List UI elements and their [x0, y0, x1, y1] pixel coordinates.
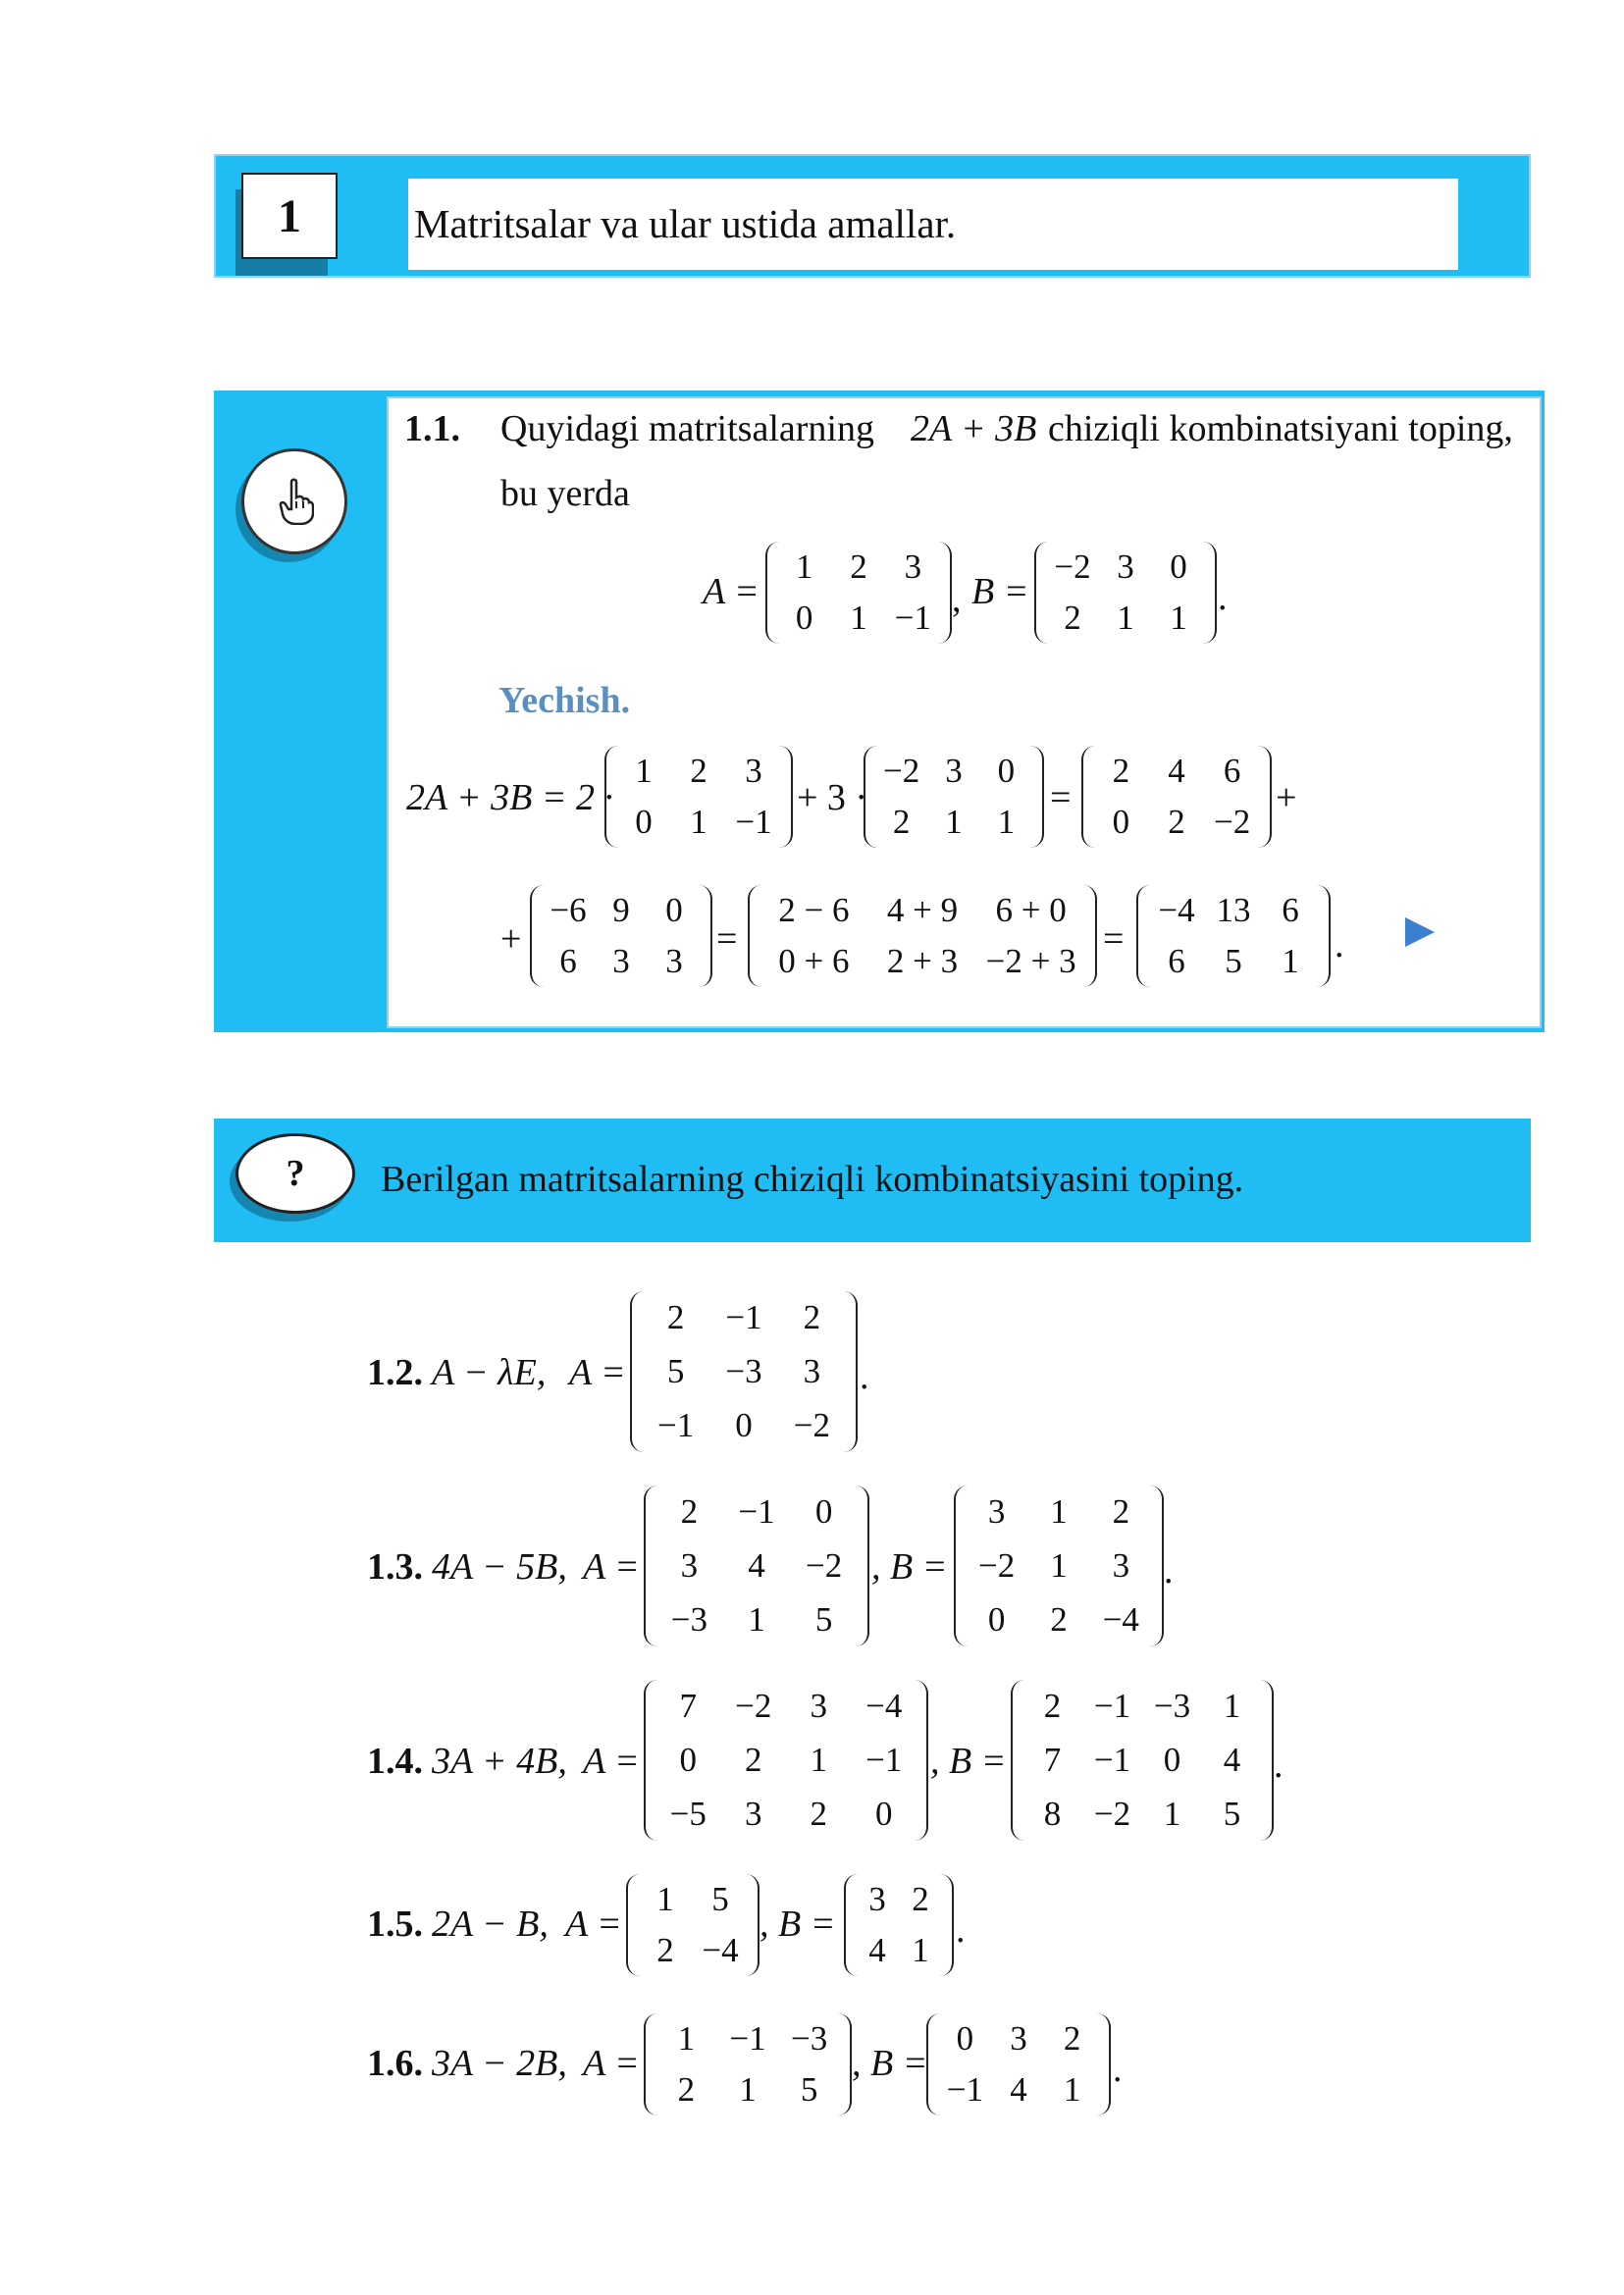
matrix-cell: 3	[612, 942, 630, 980]
matrix-cell: −1	[1093, 1740, 1131, 1779]
matrix-cell: 2	[677, 2070, 696, 2109]
matrix-right-bracket	[697, 885, 712, 987]
matrix-cell: 2	[690, 752, 707, 790]
matrix-cell: 2	[912, 1880, 929, 1918]
matrix-cell: 0	[735, 1405, 753, 1444]
matrix-right-bracket	[777, 746, 793, 848]
matrix-cell: 0	[1112, 803, 1130, 841]
matrix-cell: −1	[725, 1298, 762, 1337]
matrix-cell: 3	[904, 548, 922, 586]
matrix-cell: −1	[657, 1405, 695, 1444]
given-matrix-a	[765, 542, 952, 644]
problem-matrix-b	[1011, 1680, 1274, 1841]
matrix-cell: 2	[1063, 2019, 1081, 2058]
matrix-cell: 9	[612, 891, 630, 929]
problem-b-label: , B =	[871, 1546, 948, 1588]
problem-matrix-a	[644, 1486, 869, 1646]
matrix-cell: 0	[956, 2019, 974, 2058]
matrix-cell: −2	[735, 1687, 772, 1726]
play-triangle-icon	[1405, 917, 1435, 947]
matrix-cell: 0	[635, 803, 653, 841]
matrix-cell: −3	[1153, 1687, 1191, 1726]
matrix-cell: 6	[1168, 942, 1185, 980]
matrix-right-bracket	[1081, 885, 1097, 987]
problem-end: .	[1274, 1745, 1283, 1786]
matrix-cell: 4 + 9	[886, 891, 959, 929]
matrix-cell: 0	[1170, 548, 1187, 586]
matrix-cell: −4	[865, 1687, 903, 1726]
given-end: .	[1218, 577, 1228, 618]
matrix-cell: −2	[806, 1545, 843, 1585]
solution-plus3: + 3 ·	[797, 777, 868, 818]
matrix-cell: 1	[635, 752, 653, 790]
problem-matrix-b	[954, 1486, 1164, 1646]
matrix-cell: −1	[738, 1492, 775, 1532]
matrix-cell: 2	[680, 1492, 699, 1532]
matrix-cell: 1	[1117, 599, 1134, 637]
solution-plus-start: +	[500, 918, 522, 960]
problem-matrix-b	[926, 2013, 1111, 2115]
matrix-cell: 1	[1282, 942, 1299, 980]
matrix-cell: 3	[1112, 1545, 1130, 1585]
matrix-cell: 3	[945, 752, 963, 790]
matrix-right-bracket	[936, 542, 952, 644]
matrix-cell: 2	[810, 1794, 827, 1833]
matrix-cell: −2	[793, 1405, 830, 1444]
given-b-label: B =	[971, 571, 1029, 612]
matrix-cell: −4	[1158, 891, 1195, 929]
matrix-cell: 3	[810, 1687, 827, 1726]
matrix-right-bracket	[1256, 746, 1272, 848]
given-comma: ,	[952, 579, 962, 620]
matrix-cell: −3	[725, 1351, 762, 1390]
matrix-cell: 0	[795, 599, 813, 637]
matrix-cell: 8	[1043, 1794, 1062, 1833]
example-statement-line2: bu yerda	[500, 473, 630, 514]
matrix-cell: 1	[748, 1599, 765, 1639]
matrix-cell: 0	[665, 891, 683, 929]
matrix-cell: 3	[1010, 2019, 1027, 2058]
matrix-cell: 1	[1170, 599, 1187, 637]
solution-matrix-4	[530, 885, 712, 987]
matrix-cell: 1	[690, 803, 707, 841]
matrix-cell: 3	[987, 1492, 1006, 1532]
matrix-right-bracket	[1201, 542, 1217, 644]
solution-matrix-3	[1081, 746, 1272, 848]
problem-number: 1.3.	[367, 1546, 423, 1588]
matrix-cell: 2	[666, 1298, 685, 1337]
problem-end: .	[860, 1356, 869, 1397]
matrix-cell: −3	[791, 2019, 828, 2058]
matrix-cell: 1	[677, 2019, 696, 2058]
matrix-cell: 3	[745, 752, 762, 790]
problem-a-label: A =	[569, 1352, 626, 1393]
matrix-cell: 3	[803, 1351, 821, 1390]
matrix-cell: 3	[745, 1794, 762, 1833]
matrix-cell: 3	[665, 942, 683, 980]
matrix-cell: 2	[1112, 1492, 1130, 1532]
matrix-cell: 3	[868, 1880, 886, 1918]
matrix-cell: −1	[1093, 1687, 1131, 1726]
matrix-cell: −4	[702, 1931, 739, 1969]
solution-eq1: =	[1050, 777, 1072, 818]
matrix-right-bracket	[854, 1486, 869, 1646]
matrix-cell: 2	[656, 1931, 674, 1969]
matrix-cell: 1	[656, 1880, 674, 1918]
solution-plus-end: +	[1276, 777, 1297, 818]
matrix-cell: 0	[997, 752, 1016, 790]
matrix-cell: −2	[978, 1545, 1016, 1585]
matrix-cell: 2	[1168, 803, 1185, 841]
problem-end: .	[1113, 2049, 1123, 2090]
problem-matrix-b	[844, 1874, 954, 1976]
matrix-cell: 2	[745, 1740, 762, 1779]
solution-matrix-1	[604, 746, 793, 848]
matrix-cell: 3	[680, 1545, 699, 1585]
matrix-right-bracket	[1028, 746, 1044, 848]
matrix-cell: 1	[945, 803, 963, 841]
matrix-right-bracket	[1315, 885, 1331, 987]
matrix-cell: −1	[735, 803, 772, 841]
matrix-cell: −1	[865, 1740, 903, 1779]
problem-matrix-a	[626, 1874, 760, 1976]
matrix-cell: 0	[679, 1740, 697, 1779]
matrix-cell: 2	[850, 548, 867, 586]
problem-matrix-a	[644, 1680, 928, 1841]
problem-expression: 2A − B,	[432, 1904, 549, 1945]
matrix-cell: −1	[894, 599, 931, 637]
matrix-cell: 5	[800, 2070, 818, 2109]
matrix-right-bracket	[836, 2013, 852, 2115]
question-mark-icon: ?	[236, 1133, 355, 1214]
solution-end: .	[1335, 924, 1344, 965]
matrix-right-bracket	[1148, 1486, 1164, 1646]
chapter-number: 1	[241, 173, 338, 259]
matrix-cell: −2	[1054, 548, 1091, 586]
matrix-cell: 1	[739, 2070, 757, 2109]
solution-matrix-6	[1136, 885, 1331, 987]
matrix-cell: 7	[679, 1687, 697, 1726]
matrix-cell: 4	[1223, 1740, 1241, 1779]
matrix-cell: 2	[892, 803, 911, 841]
solution-eq3: =	[1103, 918, 1125, 960]
solution-matrix-2	[864, 746, 1044, 848]
matrix-cell: 7	[1043, 1740, 1062, 1779]
matrix-cell: 0	[987, 1599, 1006, 1639]
problem-end: .	[956, 1909, 966, 1951]
example-expression: 2A + 3B	[911, 408, 1037, 449]
matrix-cell: 6 + 0	[995, 891, 1067, 929]
matrix-cell: 2	[1043, 1687, 1062, 1726]
problem-matrix-a	[630, 1291, 858, 1452]
matrix-cell: 5	[1223, 1794, 1241, 1833]
problem-matrix-a	[644, 2013, 852, 2115]
problem-a-label: A =	[583, 2043, 640, 2084]
matrix-cell: 2	[1050, 1599, 1068, 1639]
matrix-right-bracket	[938, 1874, 954, 1976]
problem-a-label: A =	[583, 1546, 640, 1588]
matrix-cell: 4	[748, 1545, 765, 1585]
matrix-cell: 4	[868, 1931, 886, 1969]
matrix-cell: −2	[883, 752, 920, 790]
matrix-cell: 1	[795, 548, 813, 586]
pointing-hand-icon	[241, 448, 347, 554]
problem-a-label: A =	[583, 1741, 640, 1782]
problem-end: .	[1164, 1550, 1174, 1591]
matrix-cell: 6	[1282, 891, 1299, 929]
problem-expression: 3A + 4B,	[432, 1741, 567, 1782]
matrix-cell: 4	[1010, 2070, 1027, 2109]
problem-number: 1.5.	[367, 1904, 423, 1945]
given-a-label: A =	[703, 571, 760, 612]
matrix-cell: 1	[997, 803, 1016, 841]
matrix-cell: 6	[1223, 752, 1241, 790]
solution-lhs: 2A + 3B = 2 ·	[406, 777, 614, 818]
problem-a-label: A =	[565, 1904, 622, 1945]
chapter-title: Matritsalar va ular ustida amallar.	[414, 201, 957, 246]
problem-number: 1.4.	[367, 1741, 423, 1782]
matrix-cell: 5	[666, 1351, 685, 1390]
example-statement-end: chiziqli kombinatsiyani toping,	[1048, 408, 1513, 449]
solution-eq2: =	[716, 918, 738, 960]
solution-label: Yechish.	[498, 680, 631, 721]
matrix-cell: 0	[875, 1794, 893, 1833]
matrix-cell: −2 + 3	[985, 942, 1076, 980]
matrix-cell: 5	[814, 1599, 833, 1639]
exercise-instruction: Berilgan matritsalarning chiziqli kombinatsiyasini toping.	[381, 1159, 1244, 1200]
matrix-right-bracket	[1095, 2013, 1111, 2115]
matrix-cell: 4	[1168, 752, 1185, 790]
matrix-cell: 3	[1117, 548, 1134, 586]
matrix-cell: −5	[669, 1794, 707, 1833]
matrix-cell: 5	[1225, 942, 1242, 980]
problem-expression: 3A − 2B,	[432, 2043, 567, 2084]
problem-b-label: , B =	[760, 1904, 836, 1945]
matrix-cell: 1	[1050, 1545, 1068, 1585]
matrix-cell: −6	[550, 891, 587, 929]
matrix-cell: 0	[1163, 1740, 1181, 1779]
matrix-cell: 13	[1216, 891, 1251, 929]
matrix-cell: 1	[810, 1740, 827, 1779]
matrix-cell: −3	[670, 1599, 707, 1639]
example-number: 1.1.	[404, 408, 460, 449]
matrix-cell: −2	[1093, 1794, 1131, 1833]
matrix-right-bracket	[913, 1680, 928, 1841]
solution-matrix-5	[748, 885, 1097, 987]
matrix-cell: 6	[559, 942, 577, 980]
problem-b-label: , B =	[930, 1741, 1007, 1782]
matrix-cell: −4	[1102, 1599, 1139, 1639]
matrix-cell: 2 − 6	[778, 891, 850, 929]
matrix-cell: 1	[850, 599, 867, 637]
matrix-cell: 0	[814, 1492, 833, 1532]
matrix-cell: −1	[946, 2070, 983, 2109]
matrix-right-bracket	[842, 1291, 858, 1452]
matrix-cell: 5	[711, 1880, 729, 1918]
problem-expression: A − λE,	[432, 1352, 547, 1393]
matrix-cell: 1	[1050, 1492, 1068, 1532]
matrix-cell: 2	[1064, 599, 1081, 637]
matrix-cell: −2	[1214, 803, 1251, 841]
problem-number: 1.2.	[367, 1352, 423, 1393]
matrix-cell: 1	[1063, 2070, 1081, 2109]
matrix-cell: 2 + 3	[886, 942, 959, 980]
problem-b-label: , B =	[852, 2043, 928, 2084]
matrix-cell: 2	[1112, 752, 1130, 790]
given-matrix-b	[1034, 542, 1217, 644]
matrix-cell: 1	[1163, 1794, 1181, 1833]
matrix-cell: 1	[912, 1931, 929, 1969]
problem-number: 1.6.	[367, 2043, 423, 2084]
matrix-cell: −1	[729, 2019, 766, 2058]
matrix-cell: 2	[803, 1298, 821, 1337]
example-statement-start: Quyidagi matritsalarning	[500, 408, 874, 449]
matrix-cell: 1	[1223, 1687, 1241, 1726]
problem-expression: 4A − 5B,	[432, 1546, 567, 1588]
matrix-right-bracket	[1258, 1680, 1274, 1841]
matrix-cell: 0 + 6	[778, 942, 850, 980]
matrix-right-bracket	[744, 1874, 760, 1976]
